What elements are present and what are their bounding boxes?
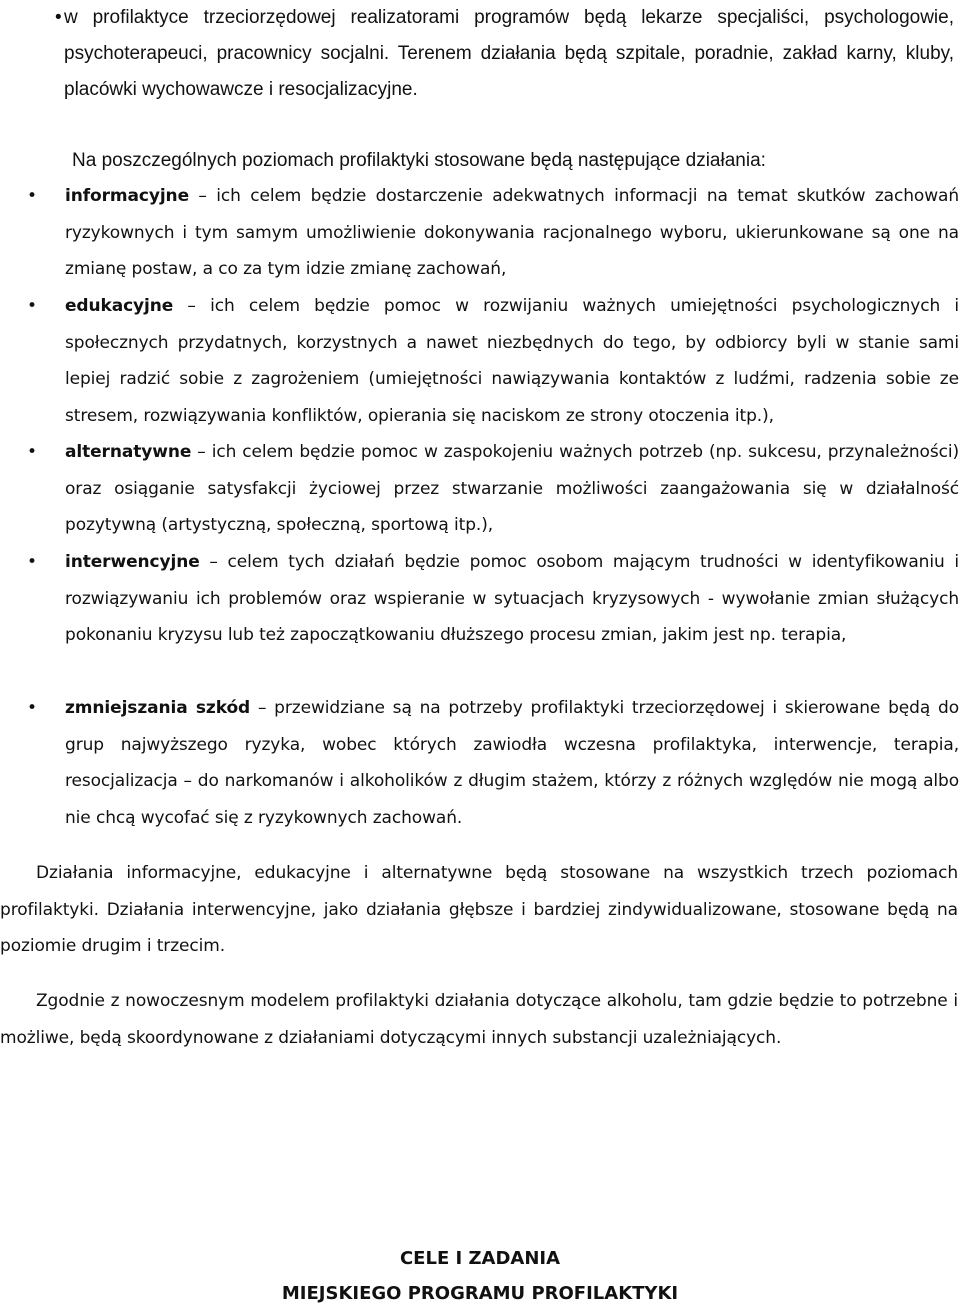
section-heading-line2: MIEJSKIEGO PROGRAMU PROFILAKTYKI — [281, 1283, 679, 1304]
bullet-icon: • — [27, 442, 37, 462]
bullet-icon: • — [55, 7, 62, 28]
list-item-term: informacyjne — [65, 186, 189, 206]
bullet-icon: • — [27, 296, 37, 316]
list-item-term: interwencyjne — [65, 552, 200, 572]
list-item-alternatywne — [27, 434, 959, 544]
list-item-text: – ich celem będzie dostarczenie adekwatnych informacji na temat skutków zachowań ryzykownych i tym samym umożliwienie dokonywania racjonalnego wyboru, ukierunkowane są one na zmianę postaw, a co za tym idzie zmianę zachowań, — [65, 186, 959, 279]
list-item-text: – celem tych działań będzie pomoc osobom mającym trudności w identyfikowaniu i rozwiązywaniu ich problemów oraz wspieranie w sytuacjach kryzysowych - wywołanie zmian służących pokonaniu kryzysu lub też zapoczątkowaniu dłuższego procesu zmian, jakim jest np. terapia, — [65, 552, 959, 645]
section-heading-line1: CELE I ZADANIA — [399, 1248, 561, 1269]
bullet-icon: • — [27, 552, 37, 572]
list-item-interwencyjne — [27, 544, 959, 654]
list-item-informacyjne — [27, 178, 959, 288]
list-item-text: – ich celem będzie pomoc w rozwijaniu ważnych umiejętności psychologicznych i społecznych przydatnych, korzystnych a nawet niezbędnych do tego, by odbiorcy byli w stanie sami lepiej radzić sobie z zagrożeniem (umiejętności nawiązywania kontaktów z ludźmi, radzenia sobie ze stresem, rozwiązywania konfliktów, opierania się naciskom ze strony otoczenia itp.), — [65, 296, 959, 426]
intro-sentence: Na poszczególnych poziomach profilaktyki stosowane będą następujące działania: — [72, 150, 766, 171]
paragraph-levels: Działania informacyjne, edukacyjne i alternatywne będą stosowane na wszystkich trzech poziomach profilaktyki. Działania interwencyjne, jako działania głębsze i bardziej zindywidualizowane, stosowane będą na poziomie drugim i trzecim. — [0, 863, 958, 956]
list-item-text: – przewidziane są na potrzeby profilaktyki trzeciorzędowej i skierowane będą do grup najwyższego ryzyka, wobec których zawiodła wczesna profilaktyka, interwencje, terapia, resocjalizacja – do narkomanów i alkoholików z długim stażem, którzy z różnych względów nie mogą albo nie chcą wycofać się z ryzykownych zachowań. — [65, 698, 959, 828]
top-bullet-text: w profilaktyce trzeciorzędowej realizatorami programów będą lekarze specjaliści, psychologowie, psychoterapeuci, pracownicy socjalni. Terenem działania będą szpitale, poradnie, zakład karny, kluby, placówki wychowawcze i resocjalizacyjne. — [64, 7, 954, 100]
list-item-edukacyjne — [27, 288, 959, 434]
list-item-term: alternatywne — [65, 442, 192, 462]
top-bullet-item — [55, 0, 954, 108]
paragraph-model: Zgodnie z nowoczesnym modelem profilaktyki działania dotyczące alkoholu, tam gdzie będzie to potrzebne i możliwe, będą skoordynowane z działaniami dotyczącymi innych substancji uzależniających. — [0, 991, 958, 1048]
list-item-term: edukacyjne — [65, 296, 174, 316]
list-item-term: zmniejszania szkód — [65, 698, 251, 718]
list-item-text: – ich celem będzie pomoc w zaspokojeniu ważnych potrzeb (np. sukcesu, przynależności) oraz osiąganie satysfakcji życiowej przez stwarzanie możliwości zaangażowania się w działalność pozytywną (artystyczną, społeczną, sportową itp.), — [65, 442, 959, 535]
bullet-icon: • — [27, 698, 37, 718]
bullet-icon: • — [27, 186, 37, 206]
list-item-zmniejszania-szkod — [27, 690, 959, 836]
